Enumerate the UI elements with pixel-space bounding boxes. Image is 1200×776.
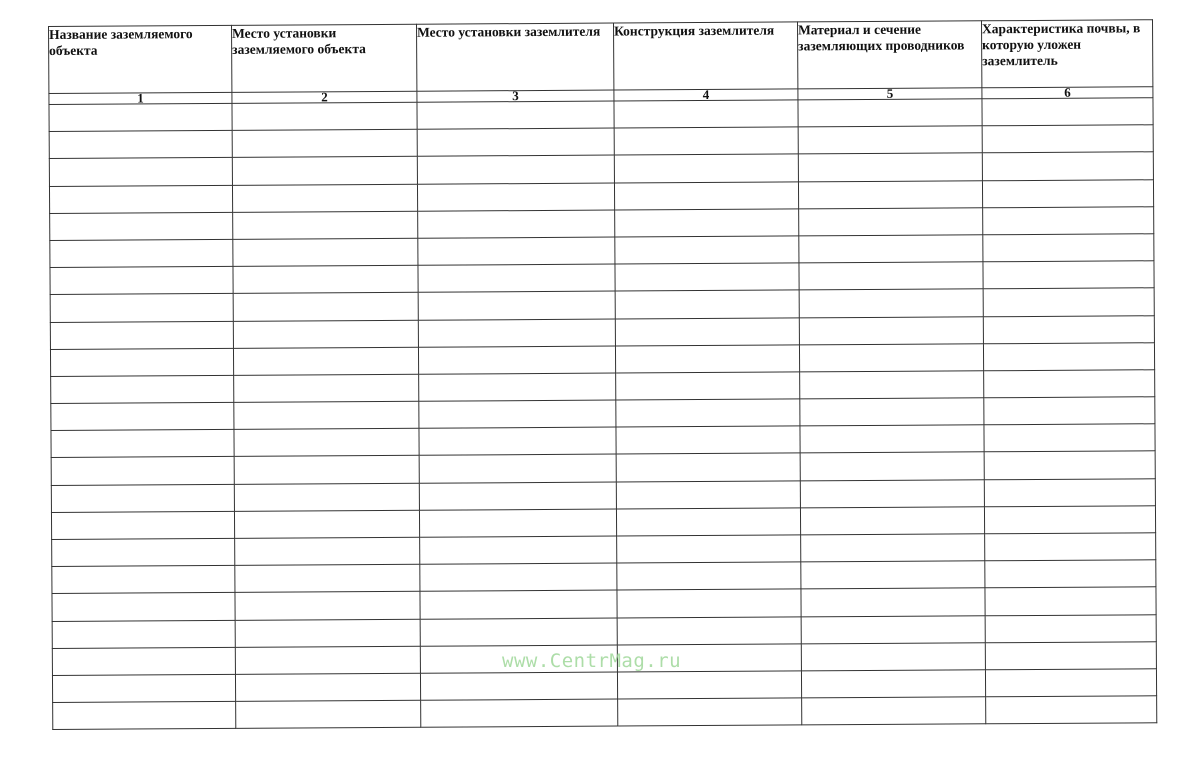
table-cell[interactable] [49,158,232,186]
grounding-table [48,19,1157,730]
column-header-object-name: Название заземляемого объекта [49,25,232,93]
table-cell[interactable] [614,154,798,182]
table-cell[interactable] [420,618,617,646]
table-cell[interactable] [798,126,982,154]
table-cell[interactable] [234,428,419,456]
table-cell[interactable] [799,235,983,263]
table-cell[interactable] [50,212,233,240]
column-header-soil-characteristic: Характеристика почвы, в которую уложен заземлитель [981,20,1152,88]
table-cell[interactable] [985,669,1156,697]
table-cell[interactable] [983,315,1154,343]
table-cell[interactable] [801,561,985,589]
table-cell[interactable] [233,238,418,266]
table-cell[interactable] [50,294,233,322]
table-cell[interactable] [52,647,235,675]
table-cell[interactable] [418,291,615,319]
table-cell[interactable] [235,537,420,565]
table-cell[interactable] [616,399,800,427]
column-header-object-location: Место установки заземляемого объекта [231,24,416,92]
table-cell[interactable] [51,402,234,430]
table-cell[interactable] [420,536,617,564]
table-cell[interactable] [53,701,236,729]
table-cell[interactable] [419,400,616,428]
table-cell[interactable] [801,643,985,671]
grounding-table-form [48,19,1156,753]
table-cell[interactable] [617,616,801,644]
table-cell[interactable] [52,620,235,648]
table-cell[interactable] [982,152,1153,180]
table-cell[interactable] [985,641,1156,669]
table-cell[interactable] [417,183,614,211]
table-cell[interactable] [616,372,800,400]
column-header-conductor-material: Материал и сечение заземляющих проводников [797,21,981,89]
table-cell[interactable] [418,237,615,265]
column-number: 4 [614,89,798,101]
table-cell[interactable] [617,562,801,590]
column-number: 2 [232,91,417,103]
table-cell[interactable] [419,509,616,537]
table-cell[interactable] [235,619,420,647]
table-cell[interactable] [418,264,615,292]
table-cell[interactable] [801,670,985,698]
table-cell[interactable] [983,342,1154,370]
table-cell[interactable] [418,319,615,347]
table-cell[interactable] [49,185,232,213]
table-cell[interactable] [419,482,616,510]
table-cell[interactable] [984,478,1155,506]
table-cell[interactable] [420,563,617,591]
table-cell[interactable] [983,206,1154,234]
table-cell[interactable] [233,320,418,348]
table-cell[interactable] [982,179,1153,207]
table-cell[interactable] [798,153,982,181]
table-cell[interactable] [984,506,1155,534]
table-cell[interactable] [614,127,798,155]
table-cell[interactable] [234,483,419,511]
table-cell[interactable] [799,262,983,290]
table-cell[interactable] [983,234,1154,262]
table-cell[interactable] [50,266,233,294]
table-cell[interactable] [800,507,984,535]
table-cell[interactable] [419,427,616,455]
table-cell[interactable] [51,430,234,458]
table-cell[interactable] [233,347,418,375]
table-cell[interactable] [616,453,800,481]
table-cell[interactable] [232,129,417,157]
watermark-text: www.CentrMag.ru [502,650,682,672]
table-cell[interactable] [234,374,419,402]
table-cell[interactable] [615,317,799,345]
table-cell[interactable] [800,479,984,507]
table-cell[interactable] [615,263,799,291]
table-cell[interactable] [49,103,232,131]
table-cell[interactable] [233,211,418,239]
table-cell[interactable] [800,452,984,480]
table-cell[interactable] [235,673,420,701]
table-cell[interactable] [51,457,234,485]
table-cell[interactable] [616,481,800,509]
table-cell[interactable] [985,560,1156,588]
table-cell[interactable] [799,208,983,236]
table-cell[interactable] [617,535,801,563]
table-cell[interactable] [984,370,1155,398]
table-cell[interactable] [985,533,1156,561]
table-cell[interactable] [985,614,1156,642]
table-cell[interactable] [49,131,232,159]
table-row [53,696,1157,730]
header-row [49,20,1153,94]
table-cell[interactable] [800,425,984,453]
table-cell[interactable] [233,265,418,293]
table-cell[interactable] [616,508,800,536]
column-header-electrode-design: Конструкция заземлителя [613,22,797,90]
table-body [49,98,1157,730]
table-cell[interactable] [982,98,1153,126]
table-cell[interactable] [50,348,233,376]
table-cell[interactable] [232,184,417,212]
table-cell[interactable] [417,101,614,129]
column-header-electrode-location: Место установки заземлителя [416,23,613,91]
table-cell[interactable] [52,566,235,594]
table-cell[interactable] [234,456,419,484]
table-cell[interactable] [798,180,982,208]
table-cell[interactable] [419,373,616,401]
table-cell[interactable] [799,343,983,371]
table-cell[interactable] [615,236,799,264]
table-cell[interactable] [417,128,614,156]
table-cell[interactable] [799,289,983,317]
table-cell[interactable] [417,155,614,183]
column-number: 3 [417,90,614,102]
table-cell[interactable] [235,646,420,674]
table-cell[interactable] [51,511,234,539]
table-cell[interactable] [799,316,983,344]
table-cell[interactable] [800,371,984,399]
table-cell[interactable] [419,454,616,482]
table-cell[interactable] [615,345,799,373]
table-cell[interactable] [234,401,419,429]
table-cell[interactable] [232,157,417,185]
table-cell[interactable] [800,398,984,426]
table-cell[interactable] [614,181,798,209]
table-cell[interactable] [618,698,802,726]
table-cell[interactable] [50,321,233,349]
column-number: 6 [982,87,1153,99]
column-number: 5 [798,88,982,100]
table-cell[interactable] [614,100,798,128]
table-cell[interactable] [615,290,799,318]
table-cell[interactable] [235,564,420,592]
table-cell[interactable] [802,697,986,725]
table-cell[interactable] [617,671,801,699]
column-number: 1 [49,92,232,104]
table-cell[interactable] [50,239,233,267]
table-cell[interactable] [983,261,1154,289]
table-cell[interactable] [617,589,801,617]
table-cell[interactable] [420,590,617,618]
table-cell[interactable] [986,696,1157,724]
table-cell[interactable] [52,593,235,621]
table-cell[interactable] [51,375,234,403]
table-cell[interactable] [985,587,1156,615]
table-cell[interactable] [982,125,1153,153]
table-cell[interactable] [801,588,985,616]
table-cell[interactable] [420,672,617,700]
table-cell[interactable] [232,102,417,130]
table-cell[interactable] [235,592,420,620]
table-cell[interactable] [418,346,615,374]
table-cell[interactable] [615,209,799,237]
table-cell[interactable] [52,674,235,702]
table-cell[interactable] [984,451,1155,479]
table-cell[interactable] [421,699,618,727]
table-cell[interactable] [234,510,419,538]
table-cell[interactable] [236,700,421,728]
table-cell[interactable] [616,426,800,454]
table-cell[interactable] [801,615,985,643]
table-cell[interactable] [233,293,418,321]
table-cell[interactable] [52,538,235,566]
table-cell[interactable] [798,99,982,127]
table-cell[interactable] [983,288,1154,316]
table-cell[interactable] [418,210,615,238]
table-cell[interactable] [984,424,1155,452]
table-cell[interactable] [801,534,985,562]
table-cell[interactable] [984,397,1155,425]
table-cell[interactable] [51,484,234,512]
